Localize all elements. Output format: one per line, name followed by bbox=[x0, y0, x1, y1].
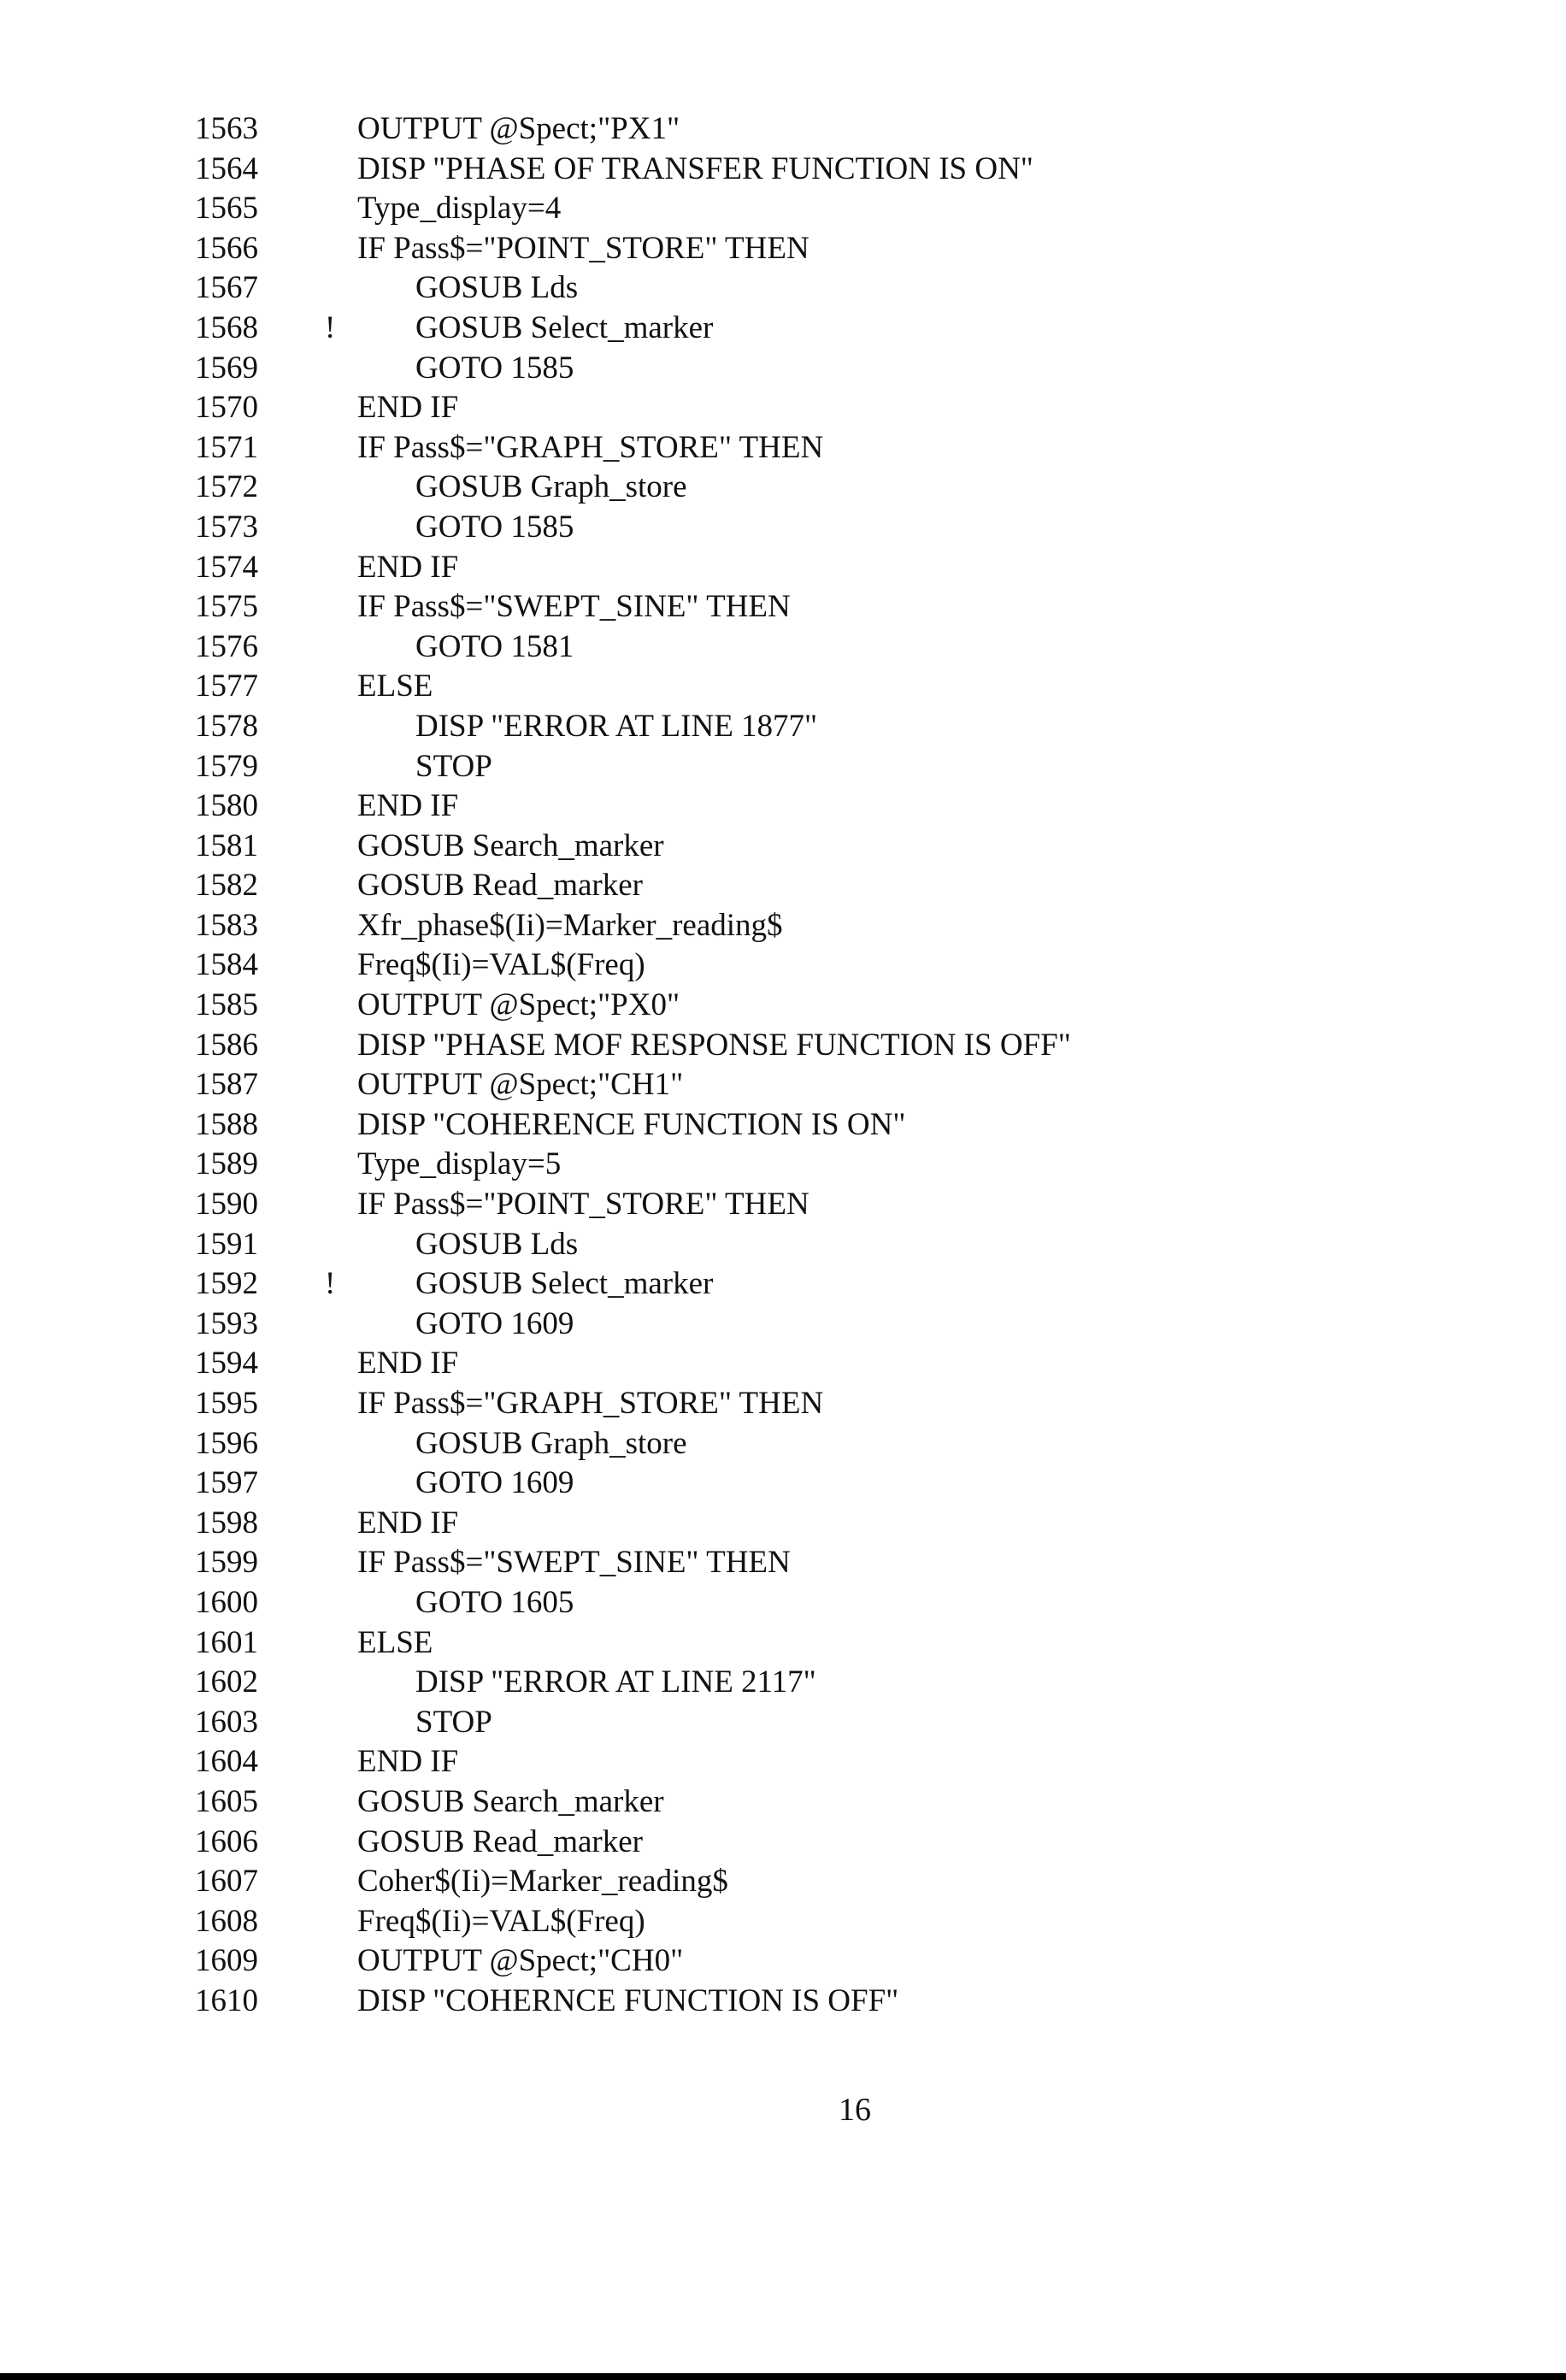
line-number: 1573 bbox=[195, 509, 258, 545]
code-line bbox=[0, 1742, 1566, 1782]
code-line bbox=[0, 1703, 1566, 1743]
line-number: 1564 bbox=[195, 150, 258, 186]
comment-mark: ! bbox=[325, 309, 336, 345]
line-number: 1597 bbox=[195, 1465, 258, 1501]
code-line bbox=[0, 1663, 1566, 1703]
code-line bbox=[0, 1823, 1566, 1863]
code-statement: OUTPUT @Spect;"PX1" bbox=[357, 111, 680, 146]
code-statement: END IF bbox=[357, 788, 459, 824]
code-line bbox=[0, 229, 1566, 269]
code-line bbox=[0, 309, 1566, 349]
code-listing bbox=[0, 109, 1566, 2022]
code-line bbox=[0, 587, 1566, 627]
line-number: 1608 bbox=[195, 1903, 258, 1939]
code-statement: GOSUB Lds bbox=[415, 1226, 579, 1262]
code-statement: DISP "PHASE OF TRANSFER FUNCTION IS ON" bbox=[357, 150, 1033, 186]
line-number: 1567 bbox=[195, 270, 258, 306]
code-statement: GOSUB Select_marker bbox=[415, 1266, 714, 1302]
code-line bbox=[0, 866, 1566, 906]
code-line bbox=[0, 548, 1566, 588]
code-statement: OUTPUT @Spect;"PX0" bbox=[357, 987, 680, 1023]
code-statement: GOTO 1581 bbox=[415, 628, 574, 664]
code-statement: GOTO 1585 bbox=[415, 509, 574, 545]
line-number: 1585 bbox=[195, 987, 258, 1023]
code-statement: ELSE bbox=[357, 1624, 433, 1660]
line-number: 1563 bbox=[195, 111, 258, 146]
code-statement: GOTO 1605 bbox=[415, 1584, 574, 1620]
code-line bbox=[0, 1185, 1566, 1225]
code-line bbox=[0, 1504, 1566, 1544]
code-line bbox=[0, 1543, 1566, 1583]
code-statement: DISP "ERROR AT LINE 2117" bbox=[415, 1664, 816, 1700]
code-statement: DISP "COHERENCE FUNCTION IS ON" bbox=[357, 1106, 906, 1142]
code-statement: END IF bbox=[357, 1505, 459, 1541]
code-line bbox=[0, 1424, 1566, 1464]
line-number: 1594 bbox=[195, 1346, 258, 1381]
code-line bbox=[0, 986, 1566, 1026]
code-line bbox=[0, 1583, 1566, 1623]
line-number: 1588 bbox=[195, 1106, 258, 1142]
code-line bbox=[0, 1145, 1566, 1185]
code-statement: GOSUB Search_marker bbox=[357, 1783, 664, 1819]
line-number: 1577 bbox=[195, 669, 258, 704]
line-number: 1603 bbox=[195, 1704, 258, 1740]
code-statement: GOSUB Select_marker bbox=[415, 309, 714, 345]
code-statement: OUTPUT @Spect;"CH1" bbox=[357, 1067, 684, 1103]
code-statement: GOSUB Graph_store bbox=[415, 1425, 687, 1461]
code-line bbox=[0, 906, 1566, 946]
line-number: 1576 bbox=[195, 628, 258, 664]
code-statement: GOSUB Read_marker bbox=[357, 868, 643, 904]
line-number: 1578 bbox=[195, 708, 258, 744]
code-statement: IF Pass$="GRAPH_STORE" THEN bbox=[357, 1386, 824, 1421]
line-number: 1568 bbox=[195, 309, 258, 345]
code-line bbox=[0, 667, 1566, 707]
code-statement: Coher$(Ii)=Marker_reading$ bbox=[357, 1864, 728, 1900]
line-number: 1604 bbox=[195, 1744, 258, 1780]
line-number: 1593 bbox=[195, 1305, 258, 1341]
code-line bbox=[0, 1623, 1566, 1664]
line-number: 1607 bbox=[195, 1864, 258, 1900]
line-number: 1586 bbox=[195, 1027, 258, 1063]
code-statement: OUTPUT @Spect;"CH0" bbox=[357, 1943, 684, 1979]
code-line bbox=[0, 1941, 1566, 1982]
line-number: 1591 bbox=[195, 1226, 258, 1262]
line-number: 1580 bbox=[195, 788, 258, 824]
code-statement: END IF bbox=[357, 1346, 459, 1381]
line-number: 1581 bbox=[195, 828, 258, 863]
code-statement: GOTO 1609 bbox=[415, 1305, 574, 1341]
code-statement: GOSUB Read_marker bbox=[357, 1823, 643, 1859]
code-line bbox=[0, 747, 1566, 787]
code-statement: GOSUB Search_marker bbox=[357, 828, 664, 863]
code-line bbox=[0, 1225, 1566, 1265]
code-line bbox=[0, 349, 1566, 389]
line-number: 1589 bbox=[195, 1146, 258, 1182]
code-line bbox=[0, 1105, 1566, 1146]
code-line bbox=[0, 1464, 1566, 1504]
line-number: 1569 bbox=[195, 350, 258, 386]
code-line bbox=[0, 827, 1566, 867]
code-line bbox=[0, 189, 1566, 229]
line-number: 1601 bbox=[195, 1624, 258, 1660]
code-statement: IF Pass$="SWEPT_SINE" THEN bbox=[357, 589, 791, 625]
code-line bbox=[0, 786, 1566, 827]
line-number: 1572 bbox=[195, 469, 258, 505]
line-number: 1606 bbox=[195, 1823, 258, 1859]
code-line bbox=[0, 508, 1566, 548]
line-number: 1598 bbox=[195, 1505, 258, 1541]
code-line bbox=[0, 150, 1566, 190]
line-number: 1575 bbox=[195, 589, 258, 625]
line-number: 1590 bbox=[195, 1187, 258, 1222]
code-line bbox=[0, 1065, 1566, 1105]
code-statement: Type_display=4 bbox=[357, 191, 562, 227]
line-number: 1610 bbox=[195, 1982, 258, 2018]
line-number: 1584 bbox=[195, 947, 258, 983]
code-statement: DISP "ERROR AT LINE 1877" bbox=[415, 708, 818, 744]
line-number: 1587 bbox=[195, 1067, 258, 1103]
page-number: 16 bbox=[839, 2092, 871, 2128]
code-line bbox=[0, 1344, 1566, 1384]
line-number: 1596 bbox=[195, 1425, 258, 1461]
code-statement: GOTO 1585 bbox=[415, 350, 574, 386]
code-line bbox=[0, 109, 1566, 150]
line-number: 1570 bbox=[195, 390, 258, 426]
code-line bbox=[0, 707, 1566, 747]
code-line bbox=[0, 468, 1566, 508]
line-number: 1574 bbox=[195, 549, 258, 585]
code-line bbox=[0, 1982, 1566, 2022]
comment-mark: ! bbox=[325, 1266, 336, 1302]
code-statement: ELSE bbox=[357, 669, 433, 704]
line-number: 1600 bbox=[195, 1584, 258, 1620]
code-line bbox=[0, 946, 1566, 986]
line-number: 1599 bbox=[195, 1545, 258, 1581]
code-line bbox=[0, 627, 1566, 668]
code-statement: IF Pass$="GRAPH_STORE" THEN bbox=[357, 429, 824, 465]
code-statement: IF Pass$="POINT_STORE" THEN bbox=[357, 230, 809, 266]
code-line bbox=[0, 1782, 1566, 1823]
code-line bbox=[0, 1026, 1566, 1066]
line-number: 1579 bbox=[195, 748, 258, 784]
code-statement: IF Pass$="POINT_STORE" THEN bbox=[357, 1187, 809, 1222]
code-line bbox=[0, 1384, 1566, 1424]
code-statement: END IF bbox=[357, 1744, 459, 1780]
code-line bbox=[0, 268, 1566, 309]
line-number: 1583 bbox=[195, 907, 258, 943]
code-statement: END IF bbox=[357, 390, 459, 426]
line-number: 1571 bbox=[195, 429, 258, 465]
code-statement: Xfr_phase$(Ii)=Marker_reading$ bbox=[357, 907, 783, 943]
code-statement: STOP bbox=[415, 748, 492, 784]
line-number: 1602 bbox=[195, 1664, 258, 1700]
line-number: 1582 bbox=[195, 868, 258, 904]
code-statement: IF Pass$="SWEPT_SINE" THEN bbox=[357, 1545, 791, 1581]
code-line bbox=[0, 428, 1566, 468]
line-number: 1605 bbox=[195, 1783, 258, 1819]
code-line bbox=[0, 1902, 1566, 1942]
code-statement: STOP bbox=[415, 1704, 492, 1740]
line-number: 1592 bbox=[195, 1266, 258, 1302]
code-statement: DISP "PHASE MOF RESPONSE FUNCTION IS OFF" bbox=[357, 1027, 1071, 1063]
code-statement: Type_display=5 bbox=[357, 1146, 562, 1182]
line-number: 1565 bbox=[195, 191, 258, 227]
code-statement: DISP "COHERNCE FUNCTION IS OFF" bbox=[357, 1982, 899, 2018]
code-statement: GOSUB Lds bbox=[415, 270, 579, 306]
line-number: 1566 bbox=[195, 230, 258, 266]
code-statement: Freq$(Ii)=VAL$(Freq) bbox=[357, 1903, 645, 1939]
code-line bbox=[0, 1305, 1566, 1345]
code-line bbox=[0, 1264, 1566, 1305]
code-line bbox=[0, 388, 1566, 428]
code-statement: GOTO 1609 bbox=[415, 1465, 574, 1501]
code-line bbox=[0, 1862, 1566, 1902]
line-number: 1595 bbox=[195, 1386, 258, 1421]
code-statement: END IF bbox=[357, 549, 459, 585]
code-statement: GOSUB Graph_store bbox=[415, 469, 687, 505]
page-bottom-rule bbox=[0, 2373, 1566, 2380]
code-statement: Freq$(Ii)=VAL$(Freq) bbox=[357, 947, 645, 983]
line-number: 1609 bbox=[195, 1943, 258, 1979]
